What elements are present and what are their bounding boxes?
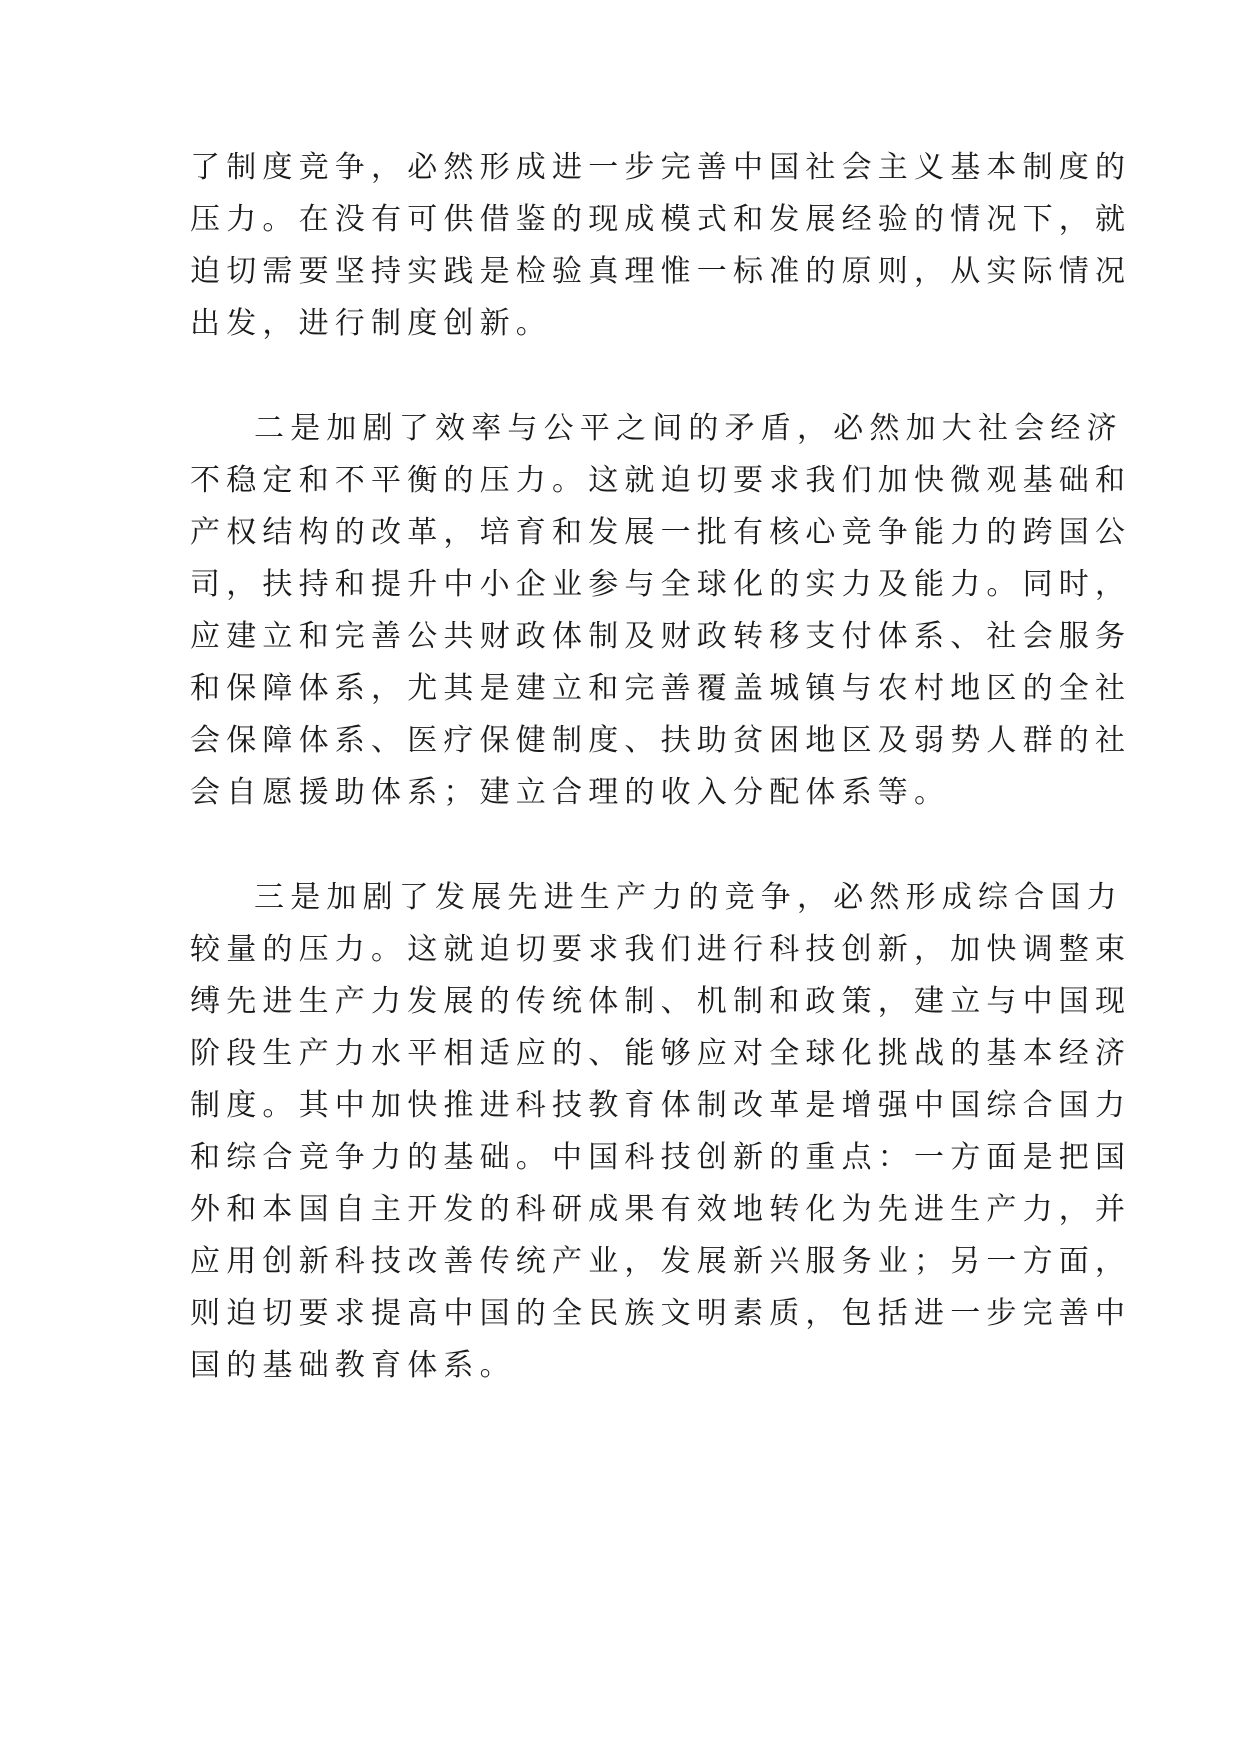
text-line: 和综合竞争力的基础。中国科技创新的重点：一方面是把国: [190, 1140, 1132, 1175]
text-line: 国的基础教育体系。: [190, 1348, 516, 1383]
text-line: 了制度竞争，必然形成进一步完善中国社会主义基本制度的: [190, 150, 1132, 185]
text-line: 会保障体系、医疗保健制度、扶助贫困地区及弱势人群的社: [190, 723, 1132, 758]
text-line: 制度。其中加快推进科技教育体制改革是增强中国综合国力: [190, 1088, 1132, 1123]
text-line: 应用创新科技改善传统产业，发展新兴服务业；另一方面，: [190, 1244, 1132, 1279]
text-line: 阶段生产力水平相适应的、能够应对全球化挑战的基本经济: [190, 1036, 1132, 1071]
text-line: 三是加剧了发展先进生产力的竞争，必然形成综合国力: [254, 880, 1123, 915]
text-line: 缚先进生产力发展的传统体制、机制和政策，建立与中国现: [190, 984, 1132, 1019]
text-line: 和保障体系，尤其是建立和完善覆盖城镇与农村地区的全社: [190, 671, 1132, 706]
text-line: 出发，进行制度创新。: [190, 306, 552, 341]
text-line: 不稳定和不平衡的压力。这就迫切要求我们加快微观基础和: [190, 463, 1132, 498]
text-line: 产权结构的改革，培育和发展一批有核心竞争能力的跨国公: [190, 515, 1132, 550]
text-line: 则迫切要求提高中国的全民族文明素质，包括进一步完善中: [190, 1296, 1132, 1331]
text-line: 二是加剧了效率与公平之间的矛盾，必然加大社会经济: [254, 411, 1123, 446]
text-line: 应建立和完善公共财政体制及财政转移支付体系、社会服务: [190, 619, 1132, 654]
text-line: 会自愿援助体系；建立合理的收入分配体系等。: [190, 775, 951, 810]
text-line: 压力。在没有可供借鉴的现成模式和发展经验的情况下，就: [190, 202, 1132, 237]
text-line: 较量的压力。这就迫切要求我们进行科技创新，加快调整束: [190, 932, 1132, 967]
text-line: 迫切需要坚持实践是检验真理惟一标准的原则，从实际情况: [190, 254, 1132, 289]
text-line: 外和本国自主开发的科研成果有效地转化为先进生产力，并: [190, 1192, 1132, 1227]
text-line: 司，扶持和提升中小企业参与全球化的实力及能力。同时，: [190, 567, 1132, 602]
